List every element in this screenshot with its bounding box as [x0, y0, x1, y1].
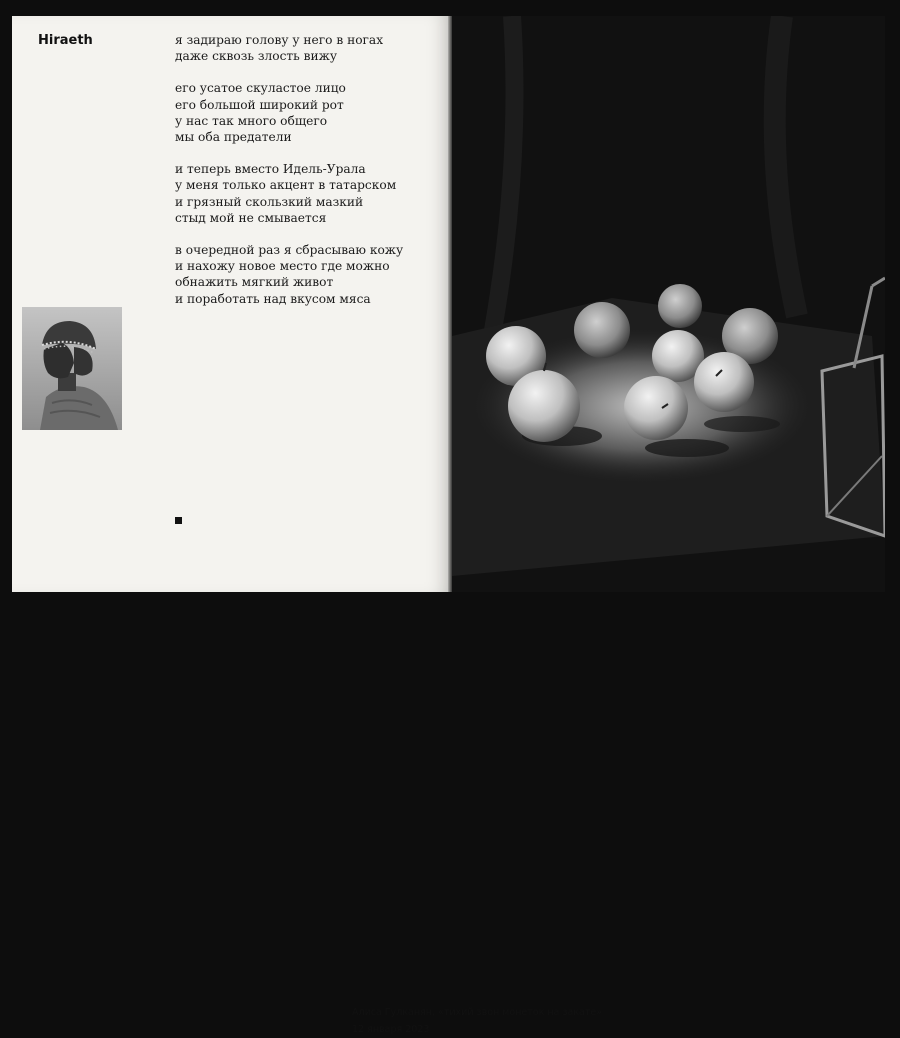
poem-line: и грязный скользкий мазкий — [175, 194, 364, 209]
portrait-illustration — [22, 307, 122, 430]
poem-line: и теперь вместо Идель-Урала — [175, 162, 366, 177]
page-title: Hiraeth — [38, 33, 93, 48]
still-life-photo — [452, 16, 885, 592]
left-page — [12, 16, 603, 1035]
poem-line: его усатое скуластое лицо — [175, 81, 346, 96]
poem-line: обнажить мягкий живот — [175, 275, 334, 290]
credit-bullet-icon — [175, 517, 182, 524]
apples-illustration — [452, 16, 885, 592]
poem — [175, 32, 445, 323]
poem-stanza — [175, 161, 445, 226]
poem-line: стыд мой не смывается — [175, 210, 327, 225]
poem-line: я задираю голову у него в ногах — [175, 33, 384, 47]
poem-line: у меня только акцент в татарском — [175, 178, 397, 193]
credit-author-work: Алиса Гулканян, «тихий звон монеток на закате» — [352, 1007, 603, 1018]
poem-stanza — [175, 80, 445, 145]
poem-line: даже сквозь злость вижу — [175, 49, 338, 64]
credit-date: 12 января 2023 — [352, 1024, 430, 1035]
poem-stanza — [175, 242, 445, 307]
poem-line: у нас так много общего — [175, 113, 328, 128]
book-spread — [12, 16, 885, 1035]
poem-line: и поработать над вкусом мяса — [175, 291, 371, 306]
poem-line: и нахожу новое место где можно — [175, 259, 390, 274]
poem-line: в очередной раз я сбрасываю кожу — [175, 243, 404, 258]
poem-line: его большой широкий рот — [175, 97, 344, 112]
poem-stanza — [175, 32, 445, 64]
poem-line: мы оба предатели — [175, 130, 292, 145]
portrait-photo — [22, 307, 122, 430]
